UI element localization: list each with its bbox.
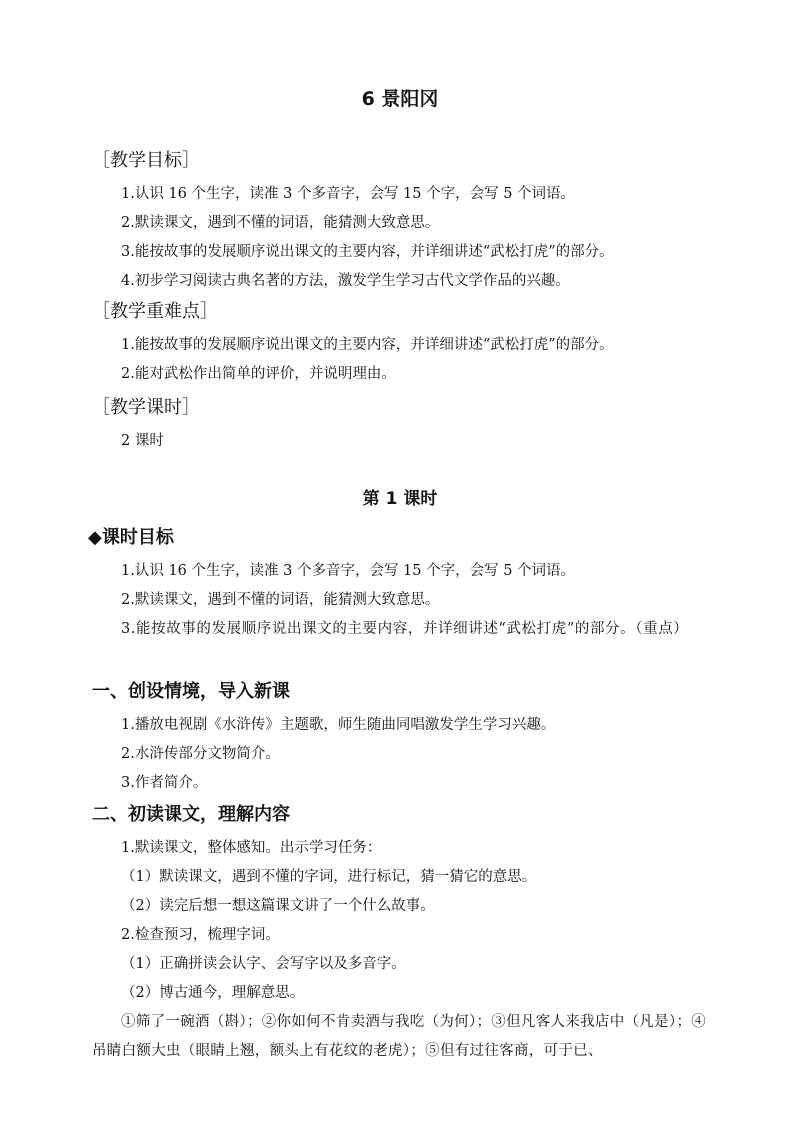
objectives-heading: ◆课时目标 bbox=[88, 527, 174, 548]
key-point-item: 1.能按故事的发展顺序说出课文的主要内容，并详细讲述“武松打虎”的部分。 bbox=[121, 337, 614, 353]
key-point-item: 2.能对武松作出简单的评价，并说明理由。 bbox=[121, 366, 396, 382]
lesson1-objectives-section bbox=[88, 523, 708, 644]
part1-heading: 一、创设情境，导入新课 bbox=[92, 681, 290, 702]
teaching-goals-section bbox=[92, 146, 708, 296]
periods-section bbox=[92, 393, 708, 456]
goal-item: 3.能按故事的发展顺序说出课文的主要内容，并详细讲述“武松打虎”的部分。 bbox=[121, 244, 614, 260]
objective-item: 1.认识 16 个生字，读准 3 个多音字，会写 15 个字，会写 5 个词语。 bbox=[121, 563, 576, 579]
part1-item: 1.播放电视剧《水浒传》主题歌，师生随曲同唱激发学生学习兴趣。 bbox=[121, 717, 556, 733]
goal-item: 2.默读课文，遇到不懂的词语，能猜测大致意思。 bbox=[121, 215, 440, 231]
key-points-heading: ［教学重难点］ bbox=[92, 301, 218, 322]
part2-heading: 二、初读课文，理解内容 bbox=[92, 804, 290, 825]
teaching-goals-heading: ［教学目标］ bbox=[92, 150, 200, 171]
part2-item: 2.检查预习，梳理字词。 bbox=[121, 927, 280, 943]
lesson1-title: 第 1 课时 bbox=[362, 489, 438, 509]
periods-value: 2 课时 bbox=[121, 433, 164, 449]
goal-item: 4.初步学习阅读古典名著的方法，激发学生学习古代文学作品的兴趣。 bbox=[121, 273, 570, 289]
periods-heading: ［教学课时］ bbox=[92, 397, 200, 418]
part1-section bbox=[92, 677, 708, 798]
part2-item: （2）博古通今，理解意思。 bbox=[121, 985, 305, 1001]
lesson1-title-wrap bbox=[0, 485, 800, 513]
objective-item: 2.默读课文，遇到不懂的词语，能猜测大致意思。 bbox=[121, 592, 440, 608]
goal-item: 1.认识 16 个生字，读准 3 个多音字，会写 15 个字，会写 5 个词语。 bbox=[121, 186, 576, 202]
part2-item: 1.默读课文，整体感知。出示学习任务： bbox=[121, 840, 382, 856]
part1-item: 3.作者简介。 bbox=[121, 775, 208, 791]
key-points-section bbox=[92, 297, 708, 389]
part2-item: （1）默读课文，遇到不懂的字词，进行标记，猜一猜它的意思。 bbox=[121, 869, 537, 885]
part1-item: 2.水浒传部分文物简介。 bbox=[121, 746, 280, 762]
lesson-title: 6 景阳冈 bbox=[361, 88, 439, 110]
objective-item: 3.能按故事的发展顺序说出课文的主要内容，并详细讲述“武松打虎”的部分。（重点） bbox=[121, 621, 689, 637]
part2-item-vocab: ①筛了一碗酒（斟）；②你如何不肯卖酒与我吃（为何）；③但凡客人来我店中（凡是）；④吊睛白额大虫（眼睛上翘，额头上有花纹的老虎）；⑤但有过往客商，可于已、 bbox=[92, 1014, 707, 1059]
part2-item: （1）正确拼读会认字、会写字以及多音字。 bbox=[121, 956, 406, 972]
part2-section bbox=[92, 800, 708, 1066]
part2-item: （2）读完后想一想这篇课文讲了一个什么故事。 bbox=[121, 898, 435, 914]
